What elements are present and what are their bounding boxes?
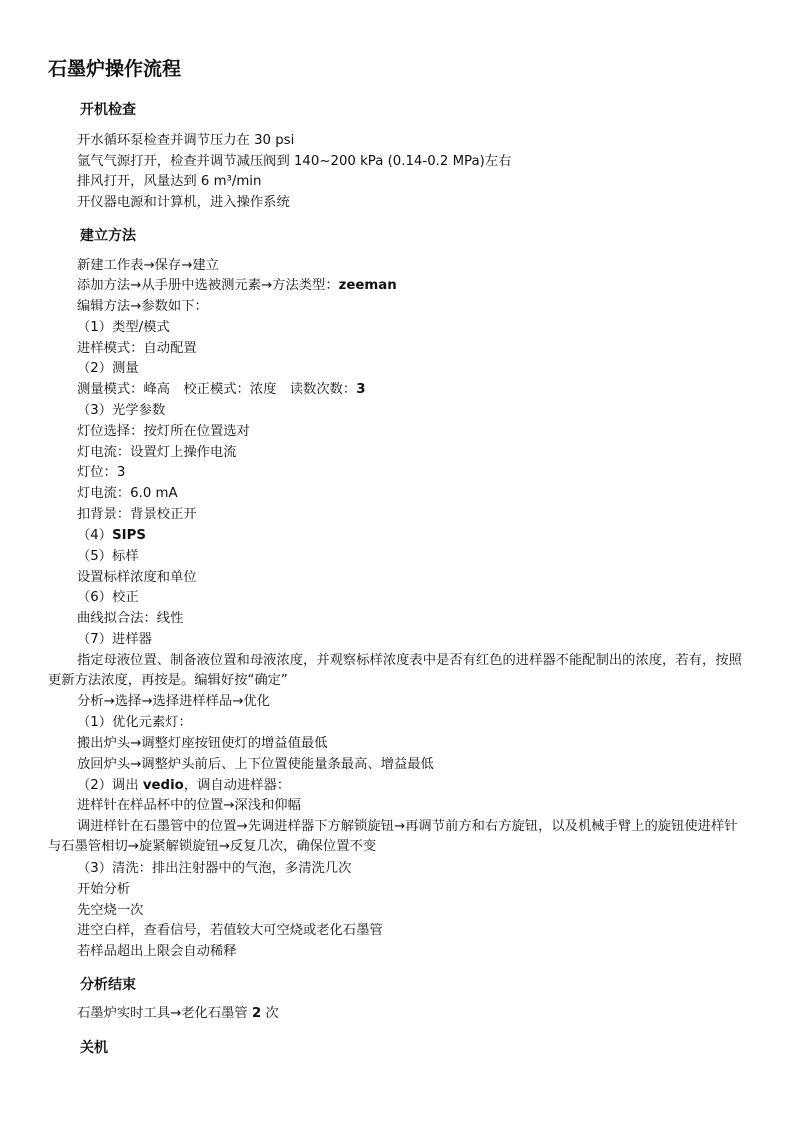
text-fragment: ，调自动进样器： <box>183 778 291 793</box>
page-title: 石墨炉操作流程 <box>48 58 182 80</box>
sips-label: SIPS <box>112 528 146 543</box>
heading-shutdown: 关机 <box>80 1040 108 1056</box>
method-type-value: zeeman <box>338 278 397 293</box>
text-line <box>77 776 290 796</box>
text-fragment: 添加方法→从手册中选被测元素→方法类型： <box>77 278 339 293</box>
text-line: 放回炉头→调整炉头前后、上下位置使能量条最高、增益最低 <box>77 757 434 772</box>
text-line: （5）标样 <box>77 549 139 564</box>
text-line <box>77 380 366 400</box>
heading-method: 建立方法 <box>80 228 136 244</box>
text-line: （1）优化元素灯： <box>77 715 192 730</box>
text-line: 开始分析 <box>77 882 131 897</box>
text-line: 曲线拟合法：线性 <box>77 611 184 626</box>
text-paragraph: 调进样针在石墨管中的位置→先调进样器下方解锁旋钮→再调节前方和右方旋钮，以及机械手臂上的旋钮使进样针与石墨管相切→旋紧解锁旋钮→反复几次，确保位置不变 <box>48 819 738 854</box>
heading-end-analysis: 分析结束 <box>80 977 136 993</box>
text-paragraph: 指定母液位置、制备液位置和母液浓度，并观察标样浓度表中是否有红色的进样器不能配制出的浓度，若有，按照更新方法浓度，再按是。编辑好按“确定” <box>48 653 742 688</box>
text-line: （7）进样器 <box>77 632 152 647</box>
text-fragment: 次 <box>261 1006 279 1021</box>
text-line: 开仪器电源和计算机，进入操作系统 <box>77 195 290 210</box>
text-line: 搬出炉头→调整灯座按钮使灯的增益值最低 <box>77 736 328 751</box>
text-line: 新建工作表→保存→建立 <box>77 258 219 273</box>
text-fragment: 石墨炉实时工具→老化石墨管 <box>77 1006 252 1021</box>
text-line: 先空烧一次 <box>77 903 144 918</box>
text-line <box>77 526 146 546</box>
text-line: （6）校正 <box>77 590 139 605</box>
heading-startup-check: 开机检查 <box>80 102 136 118</box>
text-line: 灯位：3 <box>77 465 126 480</box>
text-line: 灯电流：6.0 mA <box>77 486 178 501</box>
read-count-value: 3 <box>356 382 366 397</box>
text-fragment: （2）调出 <box>77 778 143 793</box>
text-line: （1）类型/模式 <box>77 320 170 335</box>
text-fragment: （4） <box>77 528 113 543</box>
text-line: （2）测量 <box>77 361 139 376</box>
text-line: 编辑方法→参数如下： <box>77 299 208 314</box>
text-line: 进空白样，查看信号，若值较大可空烧或老化石墨管 <box>77 923 383 938</box>
text-line: （3）光学参数 <box>77 403 166 418</box>
vedio-label: vedio <box>142 778 184 793</box>
text-line: 若样品超出上限会自动稀释 <box>77 944 237 959</box>
text-line <box>77 1004 279 1024</box>
text-line: 氩气气源打开，检查并调节减压阀到 140~200 kPa (0.14-0.2 MPa)左右 <box>77 154 512 169</box>
text-line: 设置标样浓度和单位 <box>77 570 197 585</box>
text-line: 灯位选择：按灯所在位置选对 <box>77 424 250 439</box>
text-line: 开水循环泵检查并调节压力在 30 psi <box>77 133 295 148</box>
text-line: （3）清洗：排出注射器中的气泡，多清洗几次 <box>77 861 352 876</box>
text-line: 进样针在样品杯中的位置→深浅和仰幅 <box>77 798 301 813</box>
text-line: 排风打开，风量达到 6 m³/min <box>77 174 262 189</box>
text-line: 进样模式：自动配置 <box>77 341 197 356</box>
text-line <box>77 276 397 296</box>
aging-count-value: 2 <box>251 1006 262 1021</box>
text-line: 分析→选择→选择进样样品→优化 <box>77 694 270 709</box>
text-line: 扣背景：背景校正开 <box>77 507 197 522</box>
text-fragment: 测量模式：峰高 校正模式：浓度 读数次数： <box>77 382 357 397</box>
text-line: 灯电流：设置灯上操作电流 <box>77 445 237 460</box>
